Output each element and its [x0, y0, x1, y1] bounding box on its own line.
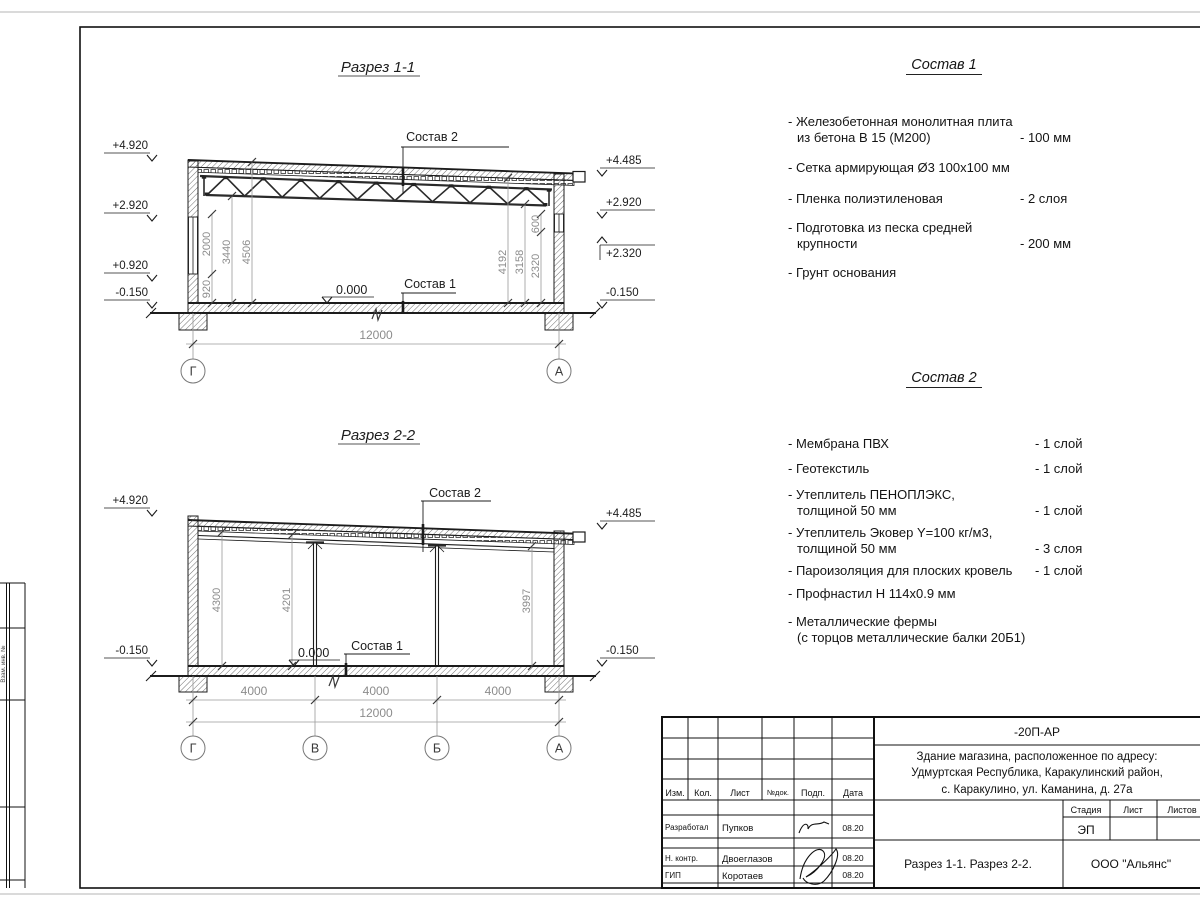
- dim-text: 4000: [484, 684, 512, 698]
- column-axis-b: [428, 546, 446, 667]
- list-item: - Пароизоляция для плоских кровель - 1 слой: [788, 563, 1083, 578]
- list-item: - Металлические фермы (с торцов металлические балки 20Б1): [788, 614, 1026, 645]
- dim-text: 920: [201, 279, 213, 299]
- tb-col-podp: Подп.: [801, 788, 825, 798]
- wall-left: [188, 516, 198, 666]
- elevation-text: -0.150: [606, 287, 639, 299]
- bay-dimensions: [186, 676, 566, 736]
- tb-role-ncontrol: Н. контр.: [665, 854, 699, 863]
- sostav1-heading-text: Состав 1: [906, 57, 981, 75]
- elevation-text: +4.485: [606, 508, 642, 520]
- axis-bubbles: [181, 736, 571, 760]
- side-stamp-strip: [0, 583, 25, 888]
- elevation-text: -0.150: [606, 645, 639, 657]
- dim-text: 2320: [530, 253, 542, 279]
- dim-text: 3997: [521, 588, 533, 614]
- zero-level-mark: [322, 283, 374, 303]
- tb-col-ndok: №док.: [767, 788, 789, 797]
- tb-object-line3: с. Каракулино, ул. Каманина, д. 27а: [941, 784, 1133, 796]
- wall-right: [554, 531, 564, 666]
- tb-col-izm: Изм.: [665, 788, 685, 798]
- elevation-text: +0.920: [112, 260, 148, 272]
- tb-date-developed: 08.20: [842, 823, 864, 833]
- sostav2-heading-text: Состав 2: [906, 370, 981, 388]
- tb-role-gip: ГИП: [665, 871, 681, 880]
- axis-letter: А: [554, 741, 564, 756]
- tb-object-line1: Здание магазина, расположенное по адресу:: [916, 751, 1158, 763]
- elevation-marks-left: [104, 140, 157, 308]
- list-item: - Мембрана ПВХ - 1 слой: [788, 436, 1083, 451]
- tb-object-line2: Удмуртская Республика, Каракулинский район,: [911, 767, 1163, 779]
- tb-name-developed: Пупков: [722, 823, 754, 834]
- side-stamp-label: Взам. инв. №: [1, 645, 7, 683]
- break-mark: [329, 676, 339, 687]
- dim-text: 3440: [221, 239, 233, 265]
- title-block: [662, 717, 1200, 888]
- elevation-marks-right: [597, 508, 655, 666]
- elevation-text: -0.150: [115, 287, 148, 299]
- sostav2-heading: [788, 370, 1100, 386]
- tb-date-ncontrol: 08.20: [842, 853, 864, 863]
- tb-stage-label: Стадия: [1070, 805, 1102, 815]
- dim-text-span: 12000: [359, 706, 393, 720]
- elevation-text: +2.920: [606, 197, 642, 209]
- axis-bubbles: [181, 359, 571, 383]
- list-item: - Геотекстиль - 1 слой: [788, 461, 1083, 476]
- zero-text: 0.000: [336, 283, 368, 297]
- list-item: - Профнастил Н 114х0.9 мм: [788, 586, 956, 601]
- zero-text: 0.000: [298, 646, 330, 660]
- tb-sheet-name: Разрез 1-1. Разрез 2-2.: [904, 857, 1032, 871]
- floor-slab: [188, 666, 564, 676]
- elevation-text: +2.920: [112, 200, 148, 212]
- tb-stage-value: ЭП: [1077, 823, 1095, 837]
- list-item: - Железобетонная монолитная плита из бетона В 15 (М200) - 100 мм: [788, 114, 1072, 145]
- dim-text: 3158: [514, 249, 526, 275]
- tb-sheets-label: Листов: [1167, 805, 1197, 815]
- signature-icon: [799, 822, 829, 833]
- axis-letter: А: [554, 364, 564, 379]
- roof-end-cap: [573, 172, 585, 183]
- section-2-2: [104, 427, 655, 760]
- span-dimension: [186, 313, 566, 359]
- dim-text: 4000: [362, 684, 390, 698]
- elevation-marks-right: [597, 155, 655, 308]
- dim-text: 4506: [241, 239, 253, 265]
- callout-text: Состав 1: [351, 639, 403, 653]
- tb-col-kol: Кол.: [694, 788, 712, 798]
- roof-end-cap: [573, 532, 585, 542]
- tb-role-developed: Разработал: [665, 823, 709, 832]
- elevation-text: +2.320: [606, 248, 642, 260]
- tb-company: ООО "Альянс": [1090, 857, 1172, 871]
- dim-text: 600: [530, 214, 542, 234]
- dim-text: 4300: [211, 587, 223, 613]
- section-1-1: [104, 59, 655, 383]
- elevation-marks-left: [104, 495, 157, 666]
- sostav1-list: [788, 52, 1100, 312]
- sostav2-list: [788, 368, 1100, 658]
- elevation-text: -0.150: [115, 645, 148, 657]
- tb-sheet-label: Лист: [1123, 805, 1143, 815]
- tb-col-list: Лист: [730, 788, 750, 798]
- sostav1-heading: [788, 57, 1100, 73]
- list-item: - Утеплитель ПЕНОПЛЭКС, толщиной 50 мм - 1 слой: [788, 487, 1083, 518]
- elevation-text: +4.920: [112, 140, 148, 152]
- wall-right: [554, 174, 564, 303]
- callout-text: Состав 2: [406, 130, 458, 144]
- list-item: - Утеплитель Эковер Y=100 кг/м3, толщиной 50 мм - 3 слоя: [788, 525, 1083, 556]
- list-item: - Пленка полиэтиленовая - 2 слоя: [788, 191, 1068, 206]
- tb-doc-code: -20П-АР: [1014, 725, 1060, 739]
- tb-name-gip: Коротаев: [722, 871, 764, 882]
- dim-text: 2000: [201, 231, 213, 257]
- tb-col-data: Дата: [843, 788, 863, 798]
- list-item: - Сетка армирующая Ø3 100х100 мм: [788, 160, 1010, 175]
- section1-title: Разрез 1-1: [340, 59, 416, 76]
- vertical-dims-right: [497, 174, 545, 307]
- tb-date-gip: 08.20: [842, 870, 864, 880]
- section2-title: Разрез 2-2: [340, 427, 416, 444]
- axis-letter: Г: [189, 364, 197, 379]
- elevation-text: +4.485: [606, 155, 642, 167]
- tb-name-ncontrol: Двоеглазов: [722, 854, 773, 865]
- axis-letter: В: [310, 741, 320, 756]
- dim-text: 4000: [240, 684, 268, 698]
- list-item: - Грунт основания: [788, 265, 897, 280]
- dim-text: 4201: [281, 587, 293, 613]
- elevation-text: +4.920: [112, 495, 148, 507]
- axis-letter: Г: [189, 741, 197, 756]
- callout-text: Состав 2: [429, 486, 481, 500]
- dim-text-span: 12000: [359, 328, 393, 342]
- dim-text: 4192: [497, 249, 509, 275]
- list-item: - Подготовка из песка средней крупности - 200 мм: [788, 220, 1072, 251]
- axis-letter: Б: [432, 741, 442, 756]
- callout-text: Состав 1: [404, 277, 456, 291]
- sostav2-callout: [421, 486, 491, 552]
